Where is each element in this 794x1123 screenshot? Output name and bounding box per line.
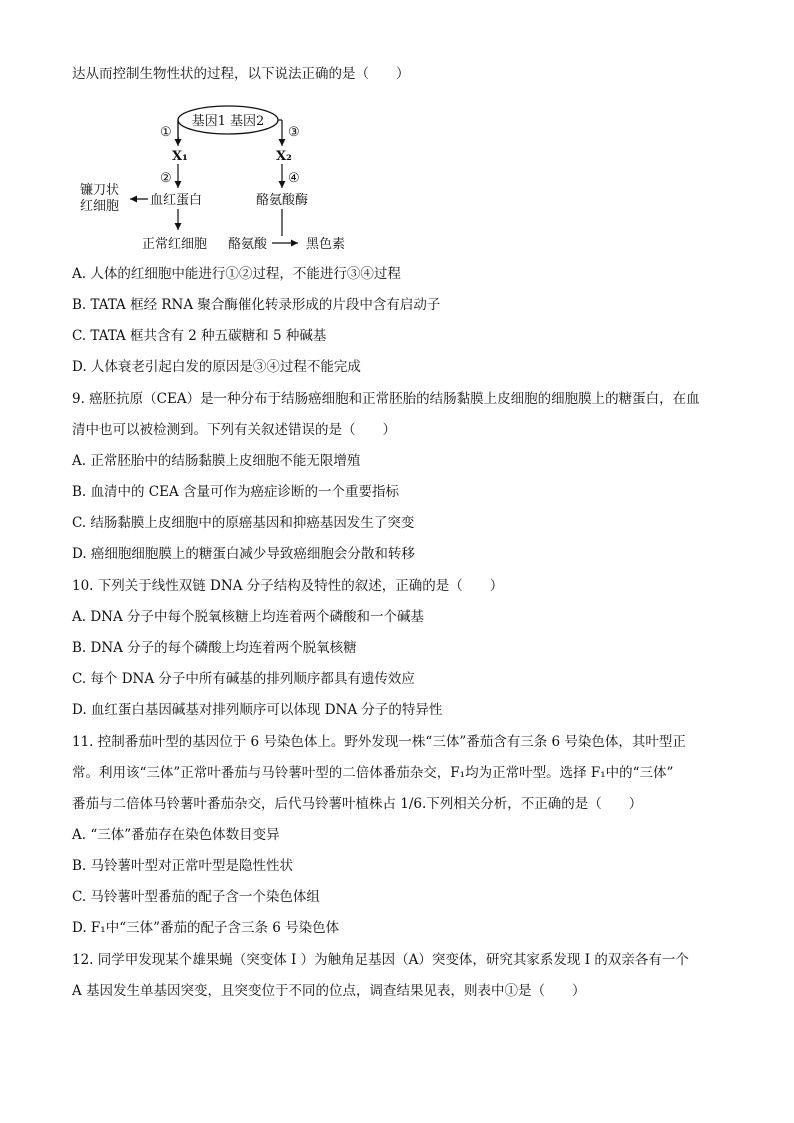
q9-stem-line-2: 清中也可以被检测到。下列有关叙述错误的是（ ） xyxy=(72,422,396,438)
tyrosinase-label: 酪氨酸酶 xyxy=(256,193,309,208)
q11-option-a: A. “三体”番茄存在染色体数目变异 xyxy=(72,827,280,843)
sickle-label-1: 镰刀状 xyxy=(80,183,120,198)
q10-option-b: B. DNA 分子的每个磷酸上均连着两个脱氧核糖 xyxy=(72,640,357,656)
tyrosine-label: 酪氨酸 xyxy=(228,237,268,252)
q10-stem: 10. 下列关于线性双链 DNA 分子结构及特性的叙述，正确的是（ ） xyxy=(72,578,504,594)
q10-option-c: C. 每个 DNA 分子中所有碱基的排列顺序都具有遗传效应 xyxy=(72,671,415,687)
gene-expression-diagram xyxy=(72,98,372,258)
gene-label: 基因1 基因2 xyxy=(191,114,265,129)
melanin-label: 黑色素 xyxy=(306,237,346,252)
q9-option-b: B. 血清中的 CEA 含量可作为癌症诊断的一个重要指标 xyxy=(72,484,400,500)
q11-stem-line-2: 常。利用该“三体”正常叶番茄与马铃薯叶型的二倍体番茄杂交，F₁均为正常叶型。选择 F₁中的“三体” xyxy=(72,765,674,781)
step2-label: ② xyxy=(160,171,172,186)
q11-option-d: D. F₁中“三体”番茄的配子含三条 6 号染色体 xyxy=(72,920,340,936)
normal-rbc-label: 正常红细胞 xyxy=(142,237,208,252)
q9-option-a: A. 正常胚胎中的结肠黏膜上皮细胞不能无限增殖 xyxy=(72,453,361,469)
q8-option-a: A. 人体的红细胞中能进行①②过程，不能进行③④过程 xyxy=(72,266,401,282)
step1-label: ① xyxy=(160,125,172,140)
sickle-label-2: 红细胞 xyxy=(80,199,120,214)
q9-option-d: D. 癌细胞细胞膜上的糖蛋白减少导致癌细胞会分散和转移 xyxy=(72,546,415,562)
q11-option-c: C. 马铃薯叶型番茄的配子含一个染色体组 xyxy=(72,889,320,905)
q9-stem-line-1: 9. 癌胚抗原（CEA）是一种分布于结肠癌细胞和正常胚胎的结肠黏膜上皮细胞的细胞膜上的糖蛋白，在血 xyxy=(72,391,700,407)
q8-option-d: D. 人体衰老引起白发的原因是③④过程不能完成 xyxy=(72,359,361,375)
q11-stem-line-3: 番茄与二倍体马铃薯叶番茄杂交，后代马铃薯叶植株占 1/6.下列相关分析，不正确的是（ ） xyxy=(72,796,643,812)
question-8-stem-tail: 达从而控制生物性状的过程，以下说法正确的是（ ） xyxy=(72,66,410,82)
x2-label: X₂ xyxy=(276,149,292,164)
step3-label: ③ xyxy=(288,125,300,140)
q9-option-c: C. 结肠黏膜上皮细胞中的原癌基因和抑癌基因发生了突变 xyxy=(72,515,415,531)
q10-option-a: A. DNA 分子中每个脱氧核糖上均连着两个磷酸和一个碱基 xyxy=(72,609,425,625)
diagram-svg xyxy=(72,98,372,258)
step4-label: ④ xyxy=(288,171,300,186)
q8-option-b: B. TATA 框经 RNA 聚合酶催化转录形成的片段中含有启动子 xyxy=(72,297,441,313)
q12-stem-line-2: A 基因发生单基因突变，且突变位于不同的位点，调查结果见表，则表中①是（ ） xyxy=(72,983,586,999)
q8-option-c: C. TATA 框共含有 2 种五碳糖和 5 种碱基 xyxy=(72,328,327,344)
q10-option-d: D. 血红蛋白基因碱基对排列顺序可以体现 DNA 分子的特异性 xyxy=(72,702,443,718)
q12-stem-line-1: 12. 同学甲发现某个雄果蝇（突变体 I ）为触角足基因（A）突变体，研究其家系发现 I 的双亲各有一个 xyxy=(72,952,689,968)
hemoglobin-label: 血红蛋白 xyxy=(150,193,203,208)
x1-label: X₁ xyxy=(172,149,188,164)
q11-option-b: B. 马铃薯叶型对正常叶型是隐性性状 xyxy=(72,858,294,874)
q11-stem-line-1: 11. 控制番茄叶型的基因位于 6 号染色体上。野外发现一株“三体”番茄含有三条 6 号染色体，其叶型正 xyxy=(72,734,686,750)
